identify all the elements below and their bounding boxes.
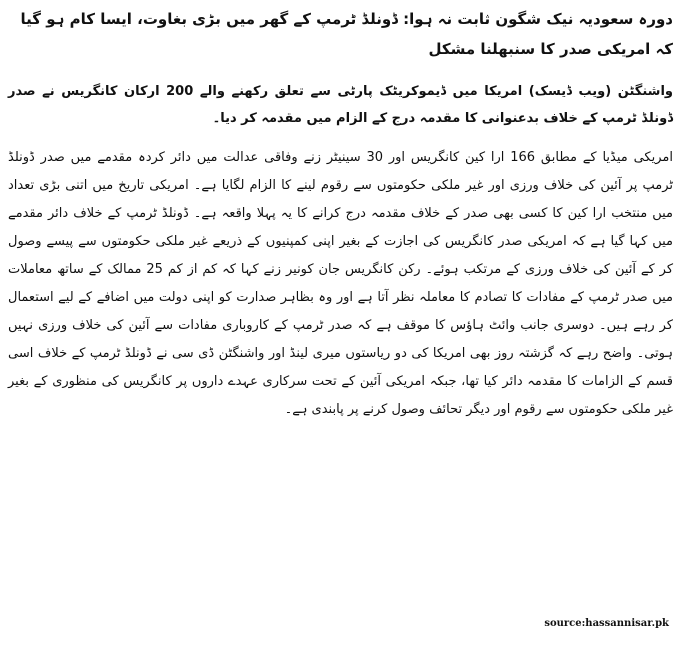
headline: دورہ سعودیہ نیک شگون ثابت نہ ہوا: ڈونلڈ ٹرمپ کے گھر میں بڑی بغاوت، ایسا کام ہو گیا کہ امریکی صدر کا سنبھلنا مشکل xyxy=(20,10,673,58)
body-paragraph: امریکی میڈیا کے مطابق 166 ارا کین کانگریس اور 30 سینیٹر زنے وفاقی عدالت میں دائر کردہ مقدمے میں صدر ڈونلڈ ٹرمپ پر آئین کی خلاف ورزی اور غیر ملکی حکومتوں سے رقوم لینے کا الزام لگایا ہے۔ امریکی تاریخ میں اتنی بڑی تعداد میں منتخب ارا کین کا کسی بھی صدر کے خلاف مقدمہ درج کرانے کا یہ پہلا واقعہ ہے۔ ڈونلڈ ٹرمپ کے خلاف دائر مقدمے میں کہا گیا ہے کہ امریکی صدر کانگریس کی اجازت کے بغیر اپنی کمپنیوں کے ذریعے غیر ملکی حکومتوں سے پیسے وصول کر کے آئین کی خلاف ورزی کے مرتکب ہوئے۔ رکن کانگریس جان کونیر زنے کہا کہ کم از کم 25 ممالک کے ساتھ معاملات میں صدر ٹرمپ کے مفادات کا تصادم کا معاملہ نظر آتا ہے اور وہ بظاہر صدارت کو اپنی دولت میں اضافے کے لیے استعمال کر رہے ہیں۔ دوسری جانب وائٹ ہاؤس کا موقف ہے کہ صدر ٹرمپ کے کاروباری مفادات سے آئین کی خلاف ورزی نہیں ہوتی۔ واضح رہے کہ گزشتہ روز بھی امریکا کی دو ریاستوں میری لینڈ اور واشنگٹن ڈی سی نے ڈونلڈ ٹرمپ کے خلاف اسی قسم کے الزامات کا مقدمہ دائر کیا تھا، جبکہ امریکی آئین کے تحت سرکاری عہدے داروں پر کانگریس کی منظوری کے بغیر غیر ملکی حکومتوں سے رقوم اور دیگر تحائف وصول کرنے پر پابندی ہے۔ xyxy=(8,150,674,417)
article xyxy=(8,0,673,656)
lead-paragraph: واشنگٹن (ویب ڈیسک) امریکا میں ڈیموکریٹک پارٹی سے تعلق رکھنے والے 200 ارکان کانگریس نے صدر ڈونلڈ ٹرمپ کے خلاف بدعنوانی کا مقدمہ درج کے الزام میں مقدمہ کر دیا۔ xyxy=(8,84,673,126)
source-credit: source:hassannisar.pk xyxy=(544,618,669,629)
